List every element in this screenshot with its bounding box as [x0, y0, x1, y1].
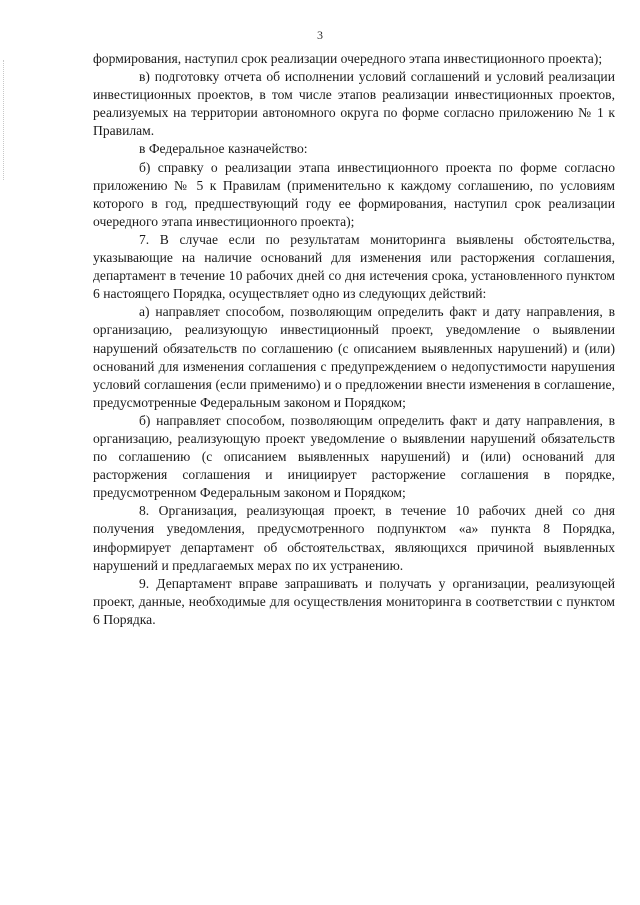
- scan-edge-mark: [3, 60, 5, 180]
- paragraph-clause-8: 8. Организация, реализующая проект, в течение 10 рабочих дней со дня получения уведомления, предусмотренного подпунктом «а» пункта 8 Порядка, информирует департамент об обстоятельствах, являющихся причиной выявленных нарушений и предлагаемых мерах по их устранению.: [93, 503, 615, 573]
- document-body: [93, 50, 615, 629]
- paragraph-federal-treasury: в Федеральное казначейство:: [139, 141, 308, 157]
- page-number: 3: [317, 28, 323, 42]
- paragraph-clause-7: 7. В случае если по результатам мониторинга выявлены обстоятельства, указывающие на наличие оснований для изменения или расторжения соглашения, департамент в течение 10 рабочих дней со дня истечения срока, установленного пунктом 6 настоящего Порядка, осуществляет одно из следующих действий:: [93, 231, 615, 302]
- paragraph-clause-9: 9. Департамент вправе запрашивать и получать у организации, реализующей проект, данные, необходимые для осуществления мониторинга в соответствии с пунктом 6 Порядка.: [93, 575, 615, 627]
- paragraph-clause-7-a: а) направляет способом, позволяющим определить факт и дату направления, в организацию, реализующую инвестиционный проект, уведомление о выявлении нарушений обязательств по соглашению (с описанием выявленных нарушений) и (или) оснований для изменения соглашения с предупреждением о недопустимости нарушения условий соглашения (если применимо) и о предложении внести изменения в соглашение, предусмотренные Федеральным законом и Порядком;: [93, 304, 615, 410]
- paragraph-item-b-certificate: б) справку о реализации этапа инвестиционного проекта по форме согласно приложению № 5 к Правилам (применительно к каждому соглашению, по условиям которого в год, предшествующий году ее формирования, наступил срок реализации очередного этапа инвестиционного проекта);: [93, 159, 615, 229]
- paragraph-continuation: формирования, наступил срок реализации очередного этапа инвестиционного проекта);: [93, 51, 603, 66]
- paragraph-item-v: в) подготовку отчета об исполнении условий соглашений и условий реализации инвестиционных проектов, в том числе этапов реализации инвестиционных проектов, реализуемых на территории автономного округа по форме согласно приложению № 1 к Правилам.: [93, 69, 615, 139]
- paragraph-clause-7-b: б) направляет способом, позволяющим определить факт и дату направления, в организацию, реализующую проект уведомление о выявлении нарушений обязательств по соглашению (с описанием выявленных нарушений) и (или) оснований для расторжения соглашения и инициирует расторжение соглашения в порядке, предусмотренном Федеральным законом и Порядком;: [93, 412, 615, 501]
